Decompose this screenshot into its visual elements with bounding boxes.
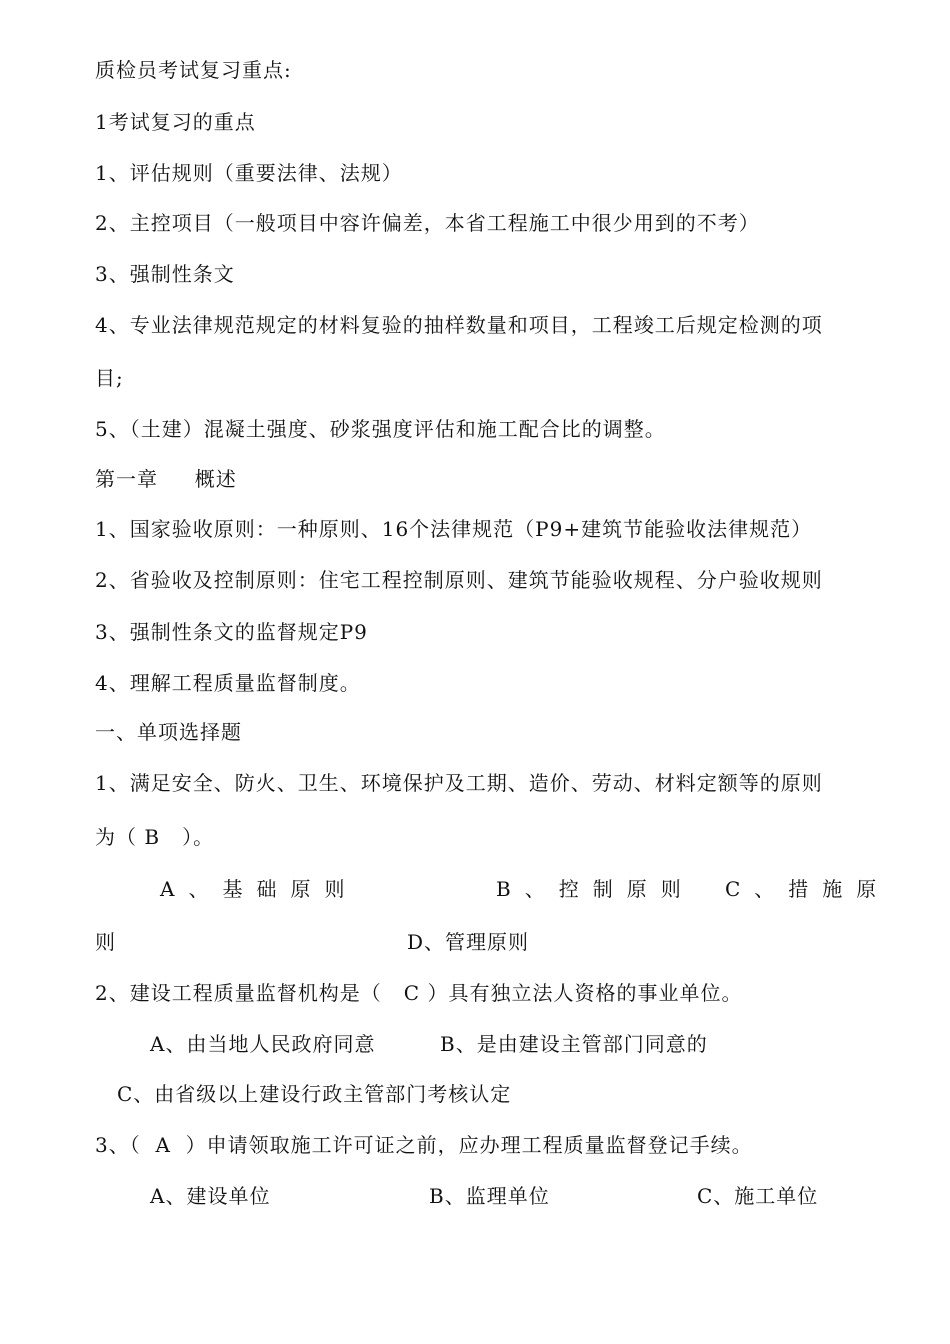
key-point: 1、评估规则（重要法律、法规） <box>95 161 403 185</box>
question-2-text: 2、建设工程质量监督机构是（ C ）具有独立法人资格的事业单位。 <box>95 981 743 1005</box>
question-1-option-c: C、措施原 <box>725 877 891 901</box>
question-1-answer: 为（ B ）。 <box>95 825 215 849</box>
question-2-option-c: C、由省级以上建设行政主管部门考核认定 <box>117 1082 512 1106</box>
chapter-point: 3、强制性条文的监督规定P9 <box>95 620 368 644</box>
section-heading: 一、单项选择题 <box>95 720 242 744</box>
question-3-option-a: A、建设单位 <box>150 1184 271 1208</box>
key-point: 4、专业法律规范规定的材料复验的抽样数量和项目，工程竣工后规定检测的项 <box>95 313 823 337</box>
question-3-text: 3、（ A ）申请领取施工许可证之前，应办理工程质量监督登记手续。 <box>95 1133 753 1157</box>
doc-title: 质检员考试复习重点: <box>95 58 292 82</box>
key-point: 目; <box>95 366 124 390</box>
key-point: 3、强制性条文 <box>95 262 235 286</box>
question-1-option-d: D、管理原则 <box>407 930 530 954</box>
chapter-heading: 第一章 概述 <box>95 467 237 491</box>
question-3-option-b: B、监理单位 <box>429 1184 550 1208</box>
question-1-text: 1、满足安全、防火、卫生、环境保护及工期、造价、劳动、材料定额等的原则 <box>95 771 823 795</box>
question-2-option-a: A、由当地人民政府同意 <box>150 1032 376 1056</box>
key-point: 5、（土建）混凝土强度、砂浆强度评估和施工配合比的调整。 <box>95 417 666 441</box>
question-1-option-a: A、基础原则 <box>160 877 359 901</box>
question-2-option-b: B、是由建设主管部门同意的 <box>440 1032 708 1056</box>
key-heading: 1考试复习的重点 <box>95 110 256 134</box>
question-3-option-c: C、施工单位 <box>697 1184 819 1208</box>
chapter-point: 1、国家验收原则：一种原则、16个法律规范（P9+建筑节能验收法律规范） <box>95 517 813 541</box>
question-1-option-c-wrap: 则 <box>95 930 116 954</box>
question-1-option-b: B、控制原则 <box>496 877 695 901</box>
chapter-point: 4、理解工程质量监督制度。 <box>95 671 361 695</box>
key-point: 2、主控项目（一般项目中容许偏差，本省工程施工中很少用到的不考） <box>95 211 760 235</box>
chapter-point: 2、省验收及控制原则：住宅工程控制原则、建筑节能验收规程、分户验收规则 <box>95 568 823 592</box>
